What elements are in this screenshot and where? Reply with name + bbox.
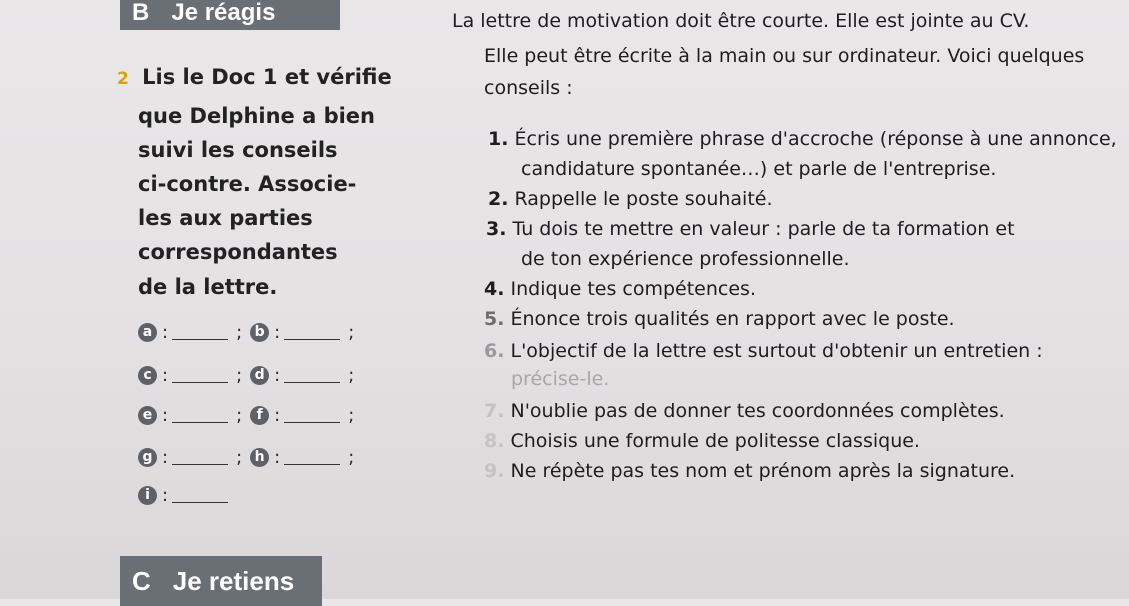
answer-row xyxy=(138,485,228,506)
separator: ; xyxy=(348,447,355,468)
intro-line-3: conseils : xyxy=(484,77,573,99)
separator: ; xyxy=(236,322,243,343)
exercise-line-2: que Delphine a bien xyxy=(138,104,375,128)
tip-text: L'objectif de la lettre est surtout d'obtenir un entretien : xyxy=(510,340,1043,362)
answer-badge: c xyxy=(138,366,157,385)
answer-badge: e xyxy=(138,406,157,425)
exercise-line-6: correspondantes xyxy=(138,240,338,264)
tip-9 xyxy=(484,460,1015,482)
exercise-number: 2 xyxy=(117,69,129,89)
tip-text: Énonce trois qualités en rapport avec le poste. xyxy=(510,308,955,330)
tip-6-cont: précise-le. xyxy=(511,368,610,390)
exercise-line-3: suivi les conseils xyxy=(138,138,338,162)
answer-blank-g[interactable] xyxy=(172,450,228,465)
separator: ; xyxy=(236,405,243,426)
section-title: Je réagis xyxy=(171,0,276,26)
answer-blank-c[interactable] xyxy=(172,368,228,383)
colon: : xyxy=(274,322,281,343)
separator: ; xyxy=(236,365,243,386)
tip-4 xyxy=(484,278,756,300)
tip-number: 3. xyxy=(486,218,507,240)
colon: : xyxy=(162,485,169,506)
answer-blank-h[interactable] xyxy=(284,450,340,465)
tip-8 xyxy=(484,430,920,452)
tip-text: Choisis une formule de politesse classique. xyxy=(510,430,920,452)
tip-2 xyxy=(488,188,773,210)
answer-blank-d[interactable] xyxy=(284,368,340,383)
tip-6 xyxy=(484,340,1043,362)
answer-row xyxy=(138,365,362,386)
tip-1-cont: candidature spontanée…) et parle de l'entreprise. xyxy=(521,158,997,180)
exercise-line-7: de la lettre. xyxy=(138,275,278,299)
colon: : xyxy=(162,447,169,468)
tip-text: Rappelle le poste souhaité. xyxy=(514,188,773,210)
section-header-b xyxy=(120,0,340,30)
separator: ; xyxy=(236,447,243,468)
tip-3-cont: de ton expérience professionnelle. xyxy=(521,248,850,270)
answer-badge: h xyxy=(250,448,269,467)
answer-blank-f[interactable] xyxy=(284,408,340,423)
colon: : xyxy=(162,365,169,386)
answer-blank-a[interactable] xyxy=(172,325,228,340)
tip-text: Écris une première phrase d'accroche (réponse à une annonce, xyxy=(514,128,1117,150)
answer-badge: d xyxy=(250,366,269,385)
colon: : xyxy=(274,405,281,426)
answer-blank-e[interactable] xyxy=(172,408,228,423)
colon: : xyxy=(274,447,281,468)
section-letter: C xyxy=(132,565,151,596)
colon: : xyxy=(274,365,281,386)
colon: : xyxy=(162,405,169,426)
tip-number: 2. xyxy=(488,188,509,210)
tip-number: 7. xyxy=(484,400,505,422)
exercise-line-5: les aux parties xyxy=(138,206,313,230)
answer-badge: f xyxy=(250,406,269,425)
separator: ; xyxy=(348,365,355,386)
answer-badge: g xyxy=(138,448,157,467)
answer-blank-b[interactable] xyxy=(284,325,340,340)
intro-line-2: Elle peut être écrite à la main ou sur ordinateur. Voici quelques xyxy=(484,45,1085,67)
tip-text: Ne répète pas tes nom et prénom après la signature. xyxy=(510,460,1016,482)
tip-1 xyxy=(488,128,1117,150)
colon: : xyxy=(162,322,169,343)
intro-line-1: La lettre de motivation doit être courte. Elle est jointe au CV. xyxy=(452,10,1030,32)
tip-number: 6. xyxy=(484,340,505,362)
tip-number: 4. xyxy=(484,278,505,300)
tip-3 xyxy=(486,218,1015,240)
tip-number: 8. xyxy=(484,430,505,452)
exercise-line-1 xyxy=(117,65,392,89)
exercise-text: Lis le Doc 1 et vérifie xyxy=(142,65,392,89)
answer-blank-i[interactable] xyxy=(172,488,228,503)
tip-5 xyxy=(484,308,955,330)
section-letter: B xyxy=(132,0,150,26)
tip-text: Tu dois te mettre en valeur : parle de ta formation et xyxy=(512,218,1015,240)
tip-text: N'oublie pas de donner tes coordonnées complètes. xyxy=(510,400,1005,422)
tip-number: 9. xyxy=(484,460,505,482)
answer-badge: a xyxy=(138,323,157,342)
tip-number: 1. xyxy=(488,128,509,150)
answer-badge: b xyxy=(250,323,269,342)
answer-row xyxy=(138,322,362,343)
tip-number: 5. xyxy=(484,308,505,330)
answer-badge: i xyxy=(138,486,157,505)
separator: ; xyxy=(348,322,355,343)
separator: ; xyxy=(348,405,355,426)
exercise-line-4: ci-contre. Associe- xyxy=(138,172,357,196)
answer-row xyxy=(138,447,362,468)
tip-7 xyxy=(484,400,1005,422)
section-title: Je retiens xyxy=(172,565,295,596)
answer-row xyxy=(138,405,362,426)
tip-text: Indique tes compétences. xyxy=(510,278,756,300)
